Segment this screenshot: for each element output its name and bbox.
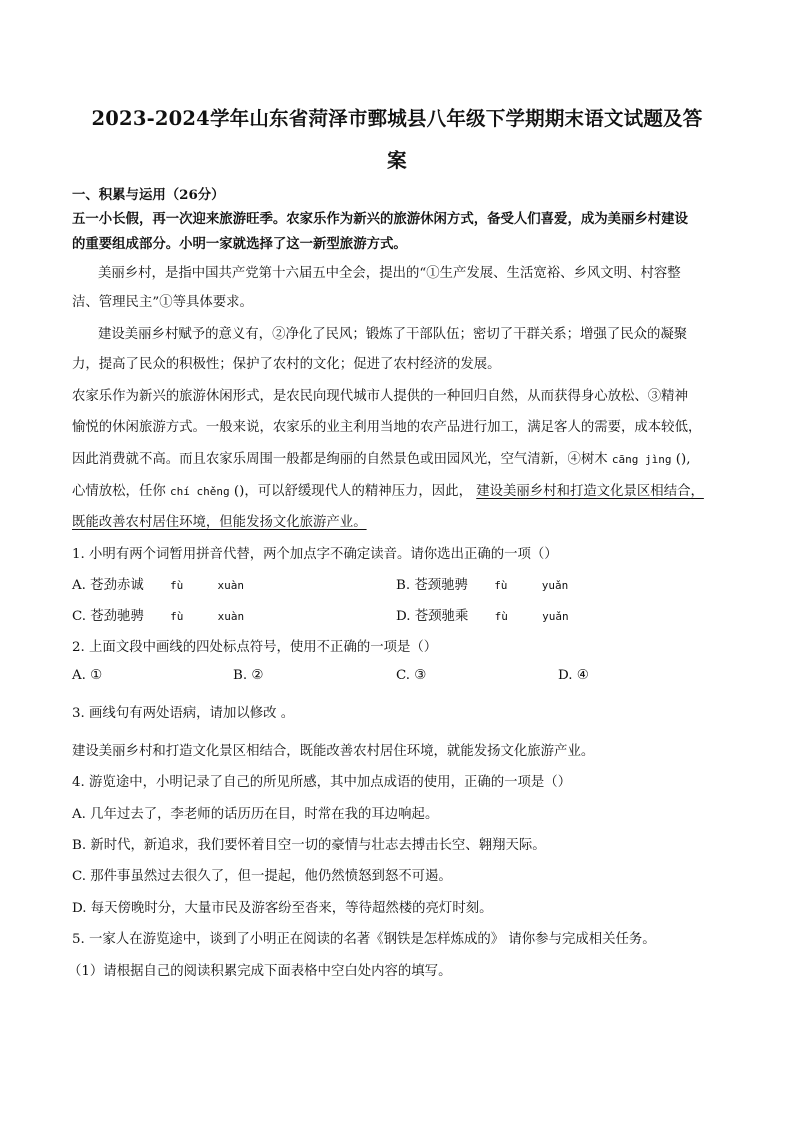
q4-option-b: B. 新时代，新追求，我们要怀着目空一切的豪情与壮志去搏击长空、翱翔天际。 [72, 838, 546, 853]
document-title [70, 98, 724, 182]
q1-option-d-pinyin-1: fù [494, 610, 508, 623]
paragraph-1-line-2: 洁、管理民主”①等具体要求。 [72, 295, 253, 310]
q2-option-d: D. ④ [558, 668, 589, 683]
q1-option-b [396, 574, 568, 593]
question-4: 4. 游览途中，小明记录了自己的所见所感，其中加点成语的使用，正确的一项是（） [72, 775, 572, 790]
paragraph-2-line-2: 力，提高了民众的积极性；保护了农村的文化；促进了农村经济的发展。 [72, 357, 501, 372]
question-3-sentence: 建设美丽乡村和打造文化景区相结合，既能改善农村居住环境，就能发扬文化旅游产业。 [72, 744, 595, 759]
paragraph-3-line-3 [72, 448, 732, 467]
q1-option-a-pinyin-2: xuàn [217, 579, 245, 592]
question-3: 3. 画线句有两处语病，请加以修改 。 [72, 706, 295, 721]
question-5: 5. 一家人在游览途中，谈到了小明正在阅读的名著《钢铁是怎样炼成的》 请你参与完成相关任务。 [72, 932, 656, 947]
q4-option-a: A. 几年过去了，李老师的话历历在目，时常在我的耳边响起。 [72, 807, 439, 822]
blank-2: ()，可以舒缓现代人的精神压力，因此， [233, 484, 472, 499]
title-line-1: 2023-2024学年山东省菏泽市鄄城县八年级下学期期末语文试题及答 [91, 107, 703, 130]
q1-option-c [72, 605, 244, 624]
intro-line-1: 五一小长假，再一次迎来旅游旺季。农家乐作为新兴的旅游休闲方式，备受人们喜爱，成为美丽乡村建设 [72, 211, 688, 227]
paragraph-3-line-4-text: 心情放松，任你 [72, 484, 166, 499]
section-heading: 一、积累与运用（26分） [72, 187, 225, 203]
underlined-sentence-part-1: 建设美丽乡村和打造文化景区相结合， [476, 484, 704, 499]
q1-option-a-pinyin-1: fù [170, 579, 184, 592]
paragraph-3-line-2: 愉悦的休闲旅游方式。一般来说，农家乐的业主利用当地的农产品进行加工，满足客人的需要，成本较低， [72, 420, 702, 435]
paragraph-3-line-3-text: 因此消费就不高。而且农家乐周围一般都是绚丽的自然景色或田园风光，空气清新，④树木 [72, 452, 608, 467]
q2-option-c: C. ③ [396, 668, 427, 683]
intro-line-2: 的重要组成部分。小明一家就选择了这一新型旅游方式。 [72, 236, 407, 252]
q1-option-a-label: A. 苍劲赤诚 [72, 578, 144, 593]
paragraph-1-line-1: 美丽乡村，是指中国共产党第十六届五中全会，提出的“①生产发展、生活宽裕、乡风文明、村容整 [98, 266, 681, 281]
paragraph-3-line-4 [72, 480, 732, 499]
q2-option-a: A. ① [72, 668, 103, 683]
question-5-part-1: （1）请根据自己的阅读积累完成下面表格中空白处内容的填写。 [68, 964, 452, 979]
underlined-sentence-part-2: 既能改善农村居住环境，但能发扬文化旅游产业。 [72, 515, 367, 530]
question-1: 1. 小明有两个词暂用拼音代替，两个加点字不确定读音。请你选出正确的一项（） [72, 547, 558, 562]
title-line-2: 案 [387, 149, 407, 172]
q1-option-c-pinyin-1: fù [170, 610, 184, 623]
q1-option-b-label: B. 苍颈驰骋 [396, 578, 468, 593]
paragraph-3-line-1: 农家乐作为新兴的旅游休闲形式，是农民向现代城市人提供的一种回归自然，从而获得身心放松、③精神 [72, 389, 688, 404]
q1-option-b-pinyin-1: fù [494, 579, 508, 592]
q4-option-c: C. 那件事虽然过去很久了，但一提起，他仍然愤怒到怒不可遏。 [72, 869, 452, 884]
q1-option-b-pinyin-2: yuǎn [541, 579, 569, 592]
q1-option-d [396, 605, 569, 624]
q1-option-a [72, 574, 244, 593]
q1-option-d-label: D. 苍颈驰乘 [396, 609, 469, 624]
paragraph-3-line-5 [72, 511, 732, 530]
pinyin-chicheng: chí chěng [170, 485, 230, 498]
q1-option-c-label: C. 苍劲驰骋 [72, 609, 144, 624]
q2-option-b: B. ② [233, 668, 264, 683]
q1-option-d-pinyin-2: yuǎn [542, 610, 569, 623]
paragraph-2-line-1: 建设美丽乡村赋予的意义有，②净化了民风；锻炼了干部队伍；密切了干群关系；增强了民众的凝聚 [98, 327, 688, 342]
q1-option-c-pinyin-2: xuàn [217, 610, 245, 623]
blank-1: (), [675, 452, 691, 467]
pinyin-cangjing: cāng jìng [611, 453, 672, 466]
question-2: 2. 上面文段中画线的四处标点符号，使用不正确的一项是（） [72, 640, 438, 655]
q4-option-d: D. 每天傍晚时分，大量市民及游客纷至沓来，等待超然楼的亮灯时刻。 [72, 901, 493, 916]
